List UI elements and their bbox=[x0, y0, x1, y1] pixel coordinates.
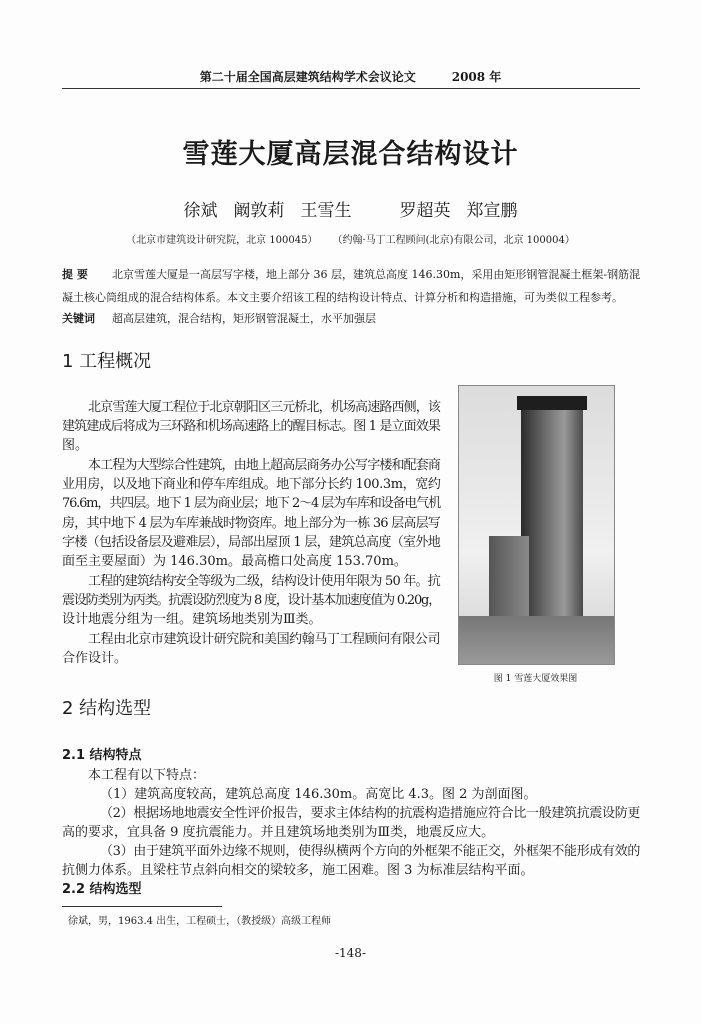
body-line: 业用房，以及地下商业和停车库组成。地下部分长约 100.3m，宽约 bbox=[62, 477, 441, 492]
body-line: 本工程有以下特点： bbox=[88, 768, 206, 783]
subsection-heading: 2.1 结构特点 bbox=[62, 748, 142, 763]
abstract-text: 北京雪莲大厦是一高层写字楼，地上部分 36 层，建筑总高度 146.30m，采用由矩形钢管混凝土框架-钢筋混 bbox=[112, 268, 641, 281]
body-line: 高的要求，宜具备 9 度抗震能力。并且建筑场地类别为Ⅲ类，地震反应大。 bbox=[62, 825, 495, 840]
conference-year: 2008 年 bbox=[451, 70, 502, 84]
abstract-line bbox=[62, 266, 640, 282]
body-line: 图。 bbox=[62, 438, 89, 453]
author: 王雪生 bbox=[300, 201, 352, 221]
tower-shape bbox=[521, 406, 583, 646]
body-line: 北京雪莲大厦工程位于北京朝阳区三元桥北，机场高速路西侧，该 bbox=[88, 400, 440, 415]
body-line: 字楼（包括设备层及避难层），局部出屋顶 1 层，建筑总高度（室外地 bbox=[62, 535, 440, 550]
keywords-text: 超高层建筑，混合结构，矩形钢管混凝土，水平加强层 bbox=[112, 312, 376, 325]
affiliation: （约翰·马丁工程顾问(北京)有限公司，北京 100004） bbox=[337, 235, 575, 246]
body-line: 房，其中地下 4 层为车库兼战时物资库。地上部分为一栋 36 层高层写 bbox=[62, 516, 440, 531]
header-rule bbox=[62, 88, 640, 89]
subsection-heading: 2.2 结构选型 bbox=[62, 882, 142, 897]
body-line: 设计地震分组为一组。建筑场地类别为Ⅲ类。 bbox=[62, 612, 322, 627]
affiliation: （北京市建筑设计研究院，北京 100045） bbox=[126, 235, 318, 246]
section-heading: 2 结构选型 bbox=[62, 698, 152, 719]
body-line: 震设防类别为丙类。抗震设防烈度为 8 度，设计基本加速度值为 0.20g， bbox=[62, 593, 440, 608]
author: 阚敦莉 bbox=[233, 201, 285, 221]
footnote: 徐斌，男，1963.4 出生，工程硕士，（教授级）高级工程师 bbox=[68, 916, 332, 927]
footnote-rule bbox=[62, 906, 222, 907]
figure-caption: 图 1 雪莲大厦效果图 bbox=[493, 674, 578, 684]
body-line: 工程的建筑结构安全等级为二级，结构设计使用年限为 50 年。抗 bbox=[88, 574, 440, 589]
body-line: （1）建筑高度较高，建筑总高度 146.30m。高宽比 4.3。图 2 为剖面图。 bbox=[100, 787, 537, 802]
keywords-line bbox=[62, 310, 640, 326]
body-line: 建筑建成后将成为三环路和机场高速路上的醒目标志。图 1 是立面效果 bbox=[62, 419, 440, 434]
keywords-label: 关键词 bbox=[62, 312, 95, 325]
abstract-line: 凝土核心筒组成的混合结构体系。本文主要介绍该工程的结构设计特点、计算分析和构造措施，可为类似工程参考。 bbox=[62, 291, 623, 304]
author: 徐斌 bbox=[183, 201, 218, 221]
paper-title: 雪莲大厦高层混合结构设计 bbox=[182, 139, 519, 170]
section-heading: 1 工程概况 bbox=[62, 351, 152, 372]
street-level bbox=[459, 616, 614, 664]
body-line: 76.6m，共四层。地下 1 层为商业层；地下 2～4 层为车库和设备电气机 bbox=[62, 496, 440, 511]
tower-crown bbox=[517, 396, 587, 410]
body-line: 本工程为大型综合性建筑，由地上超高层商务办公写字楼和配套商 bbox=[88, 458, 440, 473]
page-number: -148- bbox=[334, 946, 366, 960]
body-line: 抗侧力体系。且梁柱节点斜向相交的梁较多，施工困难。图 3 为标准层结构平面。 bbox=[62, 863, 534, 878]
abstract-label: 提 要 bbox=[62, 268, 88, 281]
body-line: 工程由北京市建筑设计研究院和美国约翰马丁工程顾问有限公司 bbox=[88, 632, 440, 647]
affiliations bbox=[0, 231, 701, 246]
conference-name: 第二十届全国高层建筑结构学术会议论文 bbox=[199, 70, 416, 84]
author: 罗超英 bbox=[399, 201, 451, 221]
author-list bbox=[0, 196, 701, 221]
author: 郑宣鹏 bbox=[466, 201, 518, 221]
body-line: （2）根据场地地震安全性评价报告，要求主体结构的抗震构造措施应符合比一般建筑抗震设防更 bbox=[100, 806, 640, 821]
body-line: （3）由于建筑平面外边缘不规则，使得纵横两个方向的外框架不能正交，外框架不能形成有效的 bbox=[100, 844, 640, 859]
running-header bbox=[0, 68, 701, 85]
building-rendering-image bbox=[458, 385, 615, 665]
body-line: 面至主要屋面）为 146.30m。最高檐口处高度 153.70m。 bbox=[62, 554, 407, 569]
body-line: 合作设计。 bbox=[62, 651, 128, 666]
